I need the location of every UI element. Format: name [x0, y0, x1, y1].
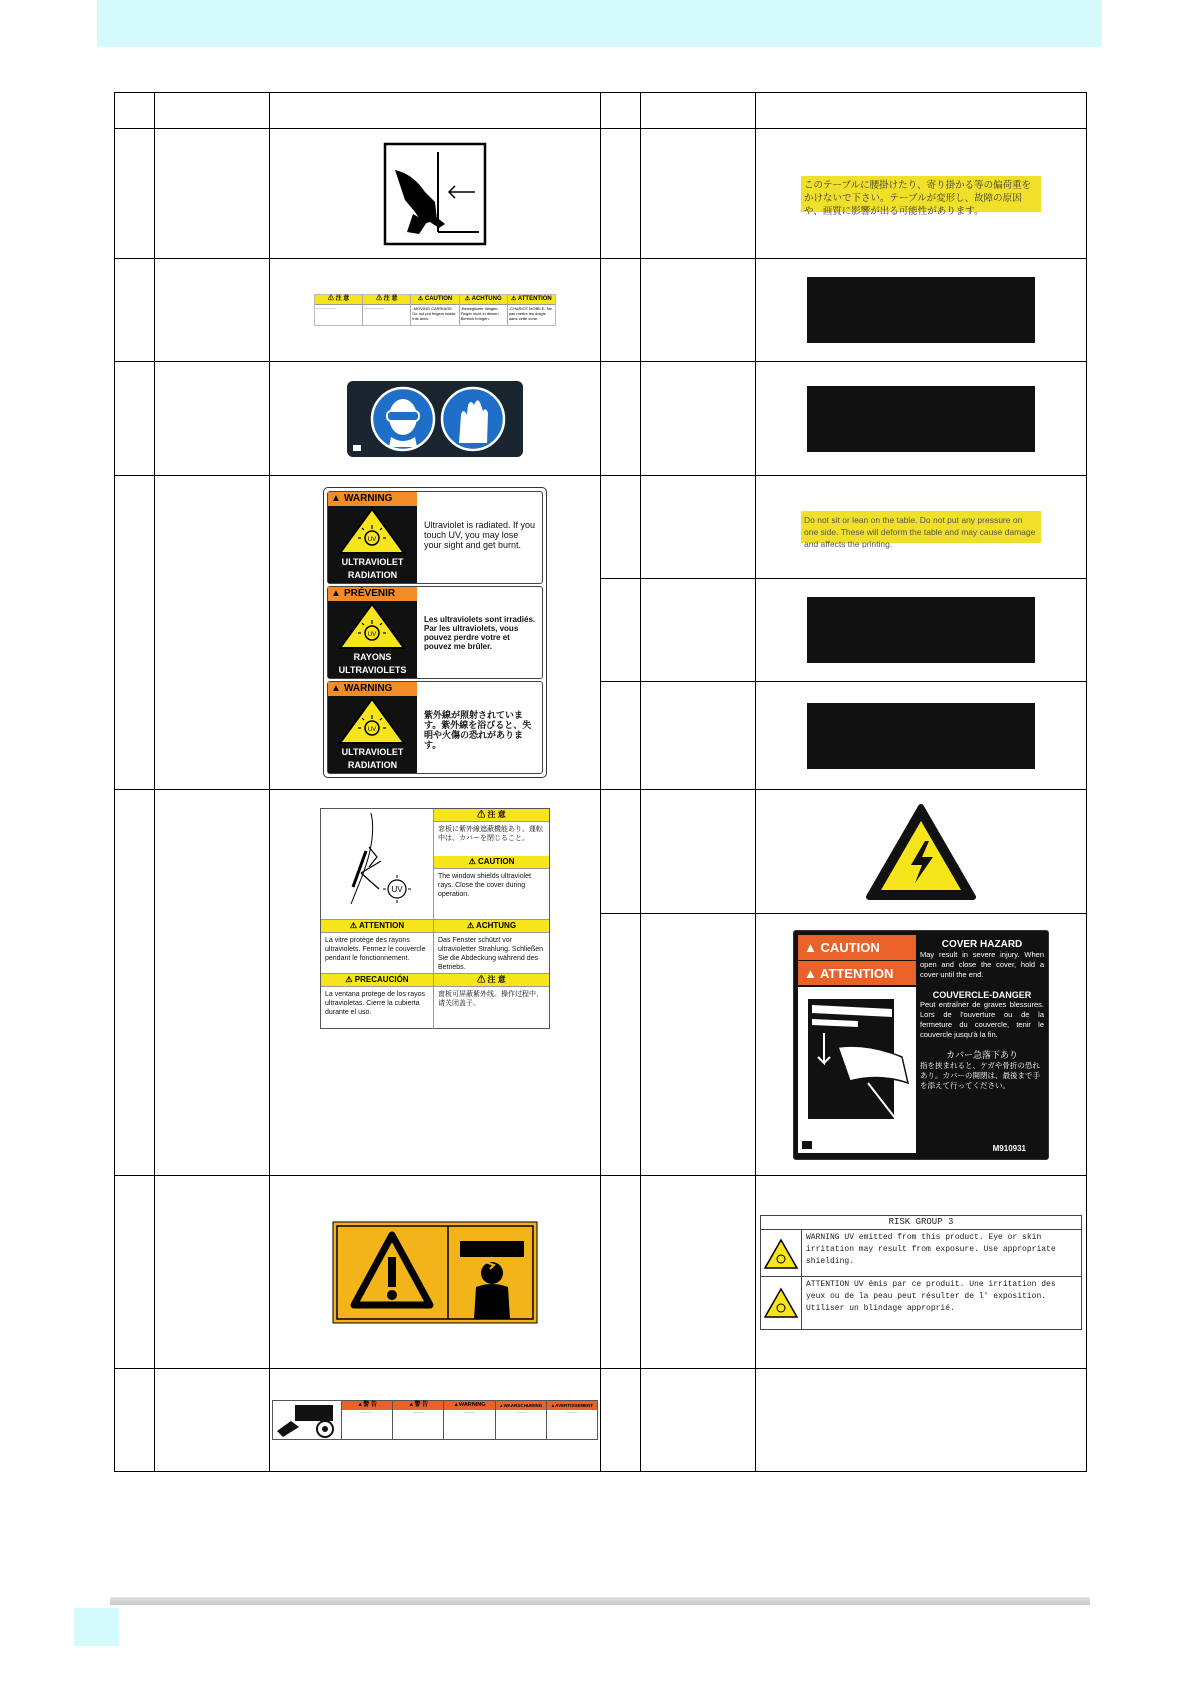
header-cell: [155, 93, 270, 129]
header-cell: [601, 93, 641, 129]
svg-text:UV: UV: [367, 727, 377, 733]
black-label: [807, 277, 1035, 343]
electric-shock-hazard-icon: [865, 803, 977, 901]
warning-triangle-icon: ▲: [331, 588, 341, 599]
risk-group-label: RISK GROUP 3 WARNING UV emitted from this product. Eye or skin irritation may result from exposure. Use appropriate shielding. ATTENTION UV émis par ce produit. Une irritation des yeux ou de la peau peut résulter de l' exposition. Utiliser un blindage approprié.: [760, 1215, 1082, 1330]
uv-hazard-icon: [328, 601, 417, 651]
header-cell: [756, 93, 1087, 129]
black-label: [807, 597, 1035, 663]
table-row: [115, 1176, 1087, 1369]
window-uv-illustration-icon: [321, 809, 433, 919]
label-image-cell: [756, 682, 1087, 790]
cover-pinch-hand-icon: [798, 987, 916, 1127]
warning-header: ▲ WARNING: [328, 492, 417, 506]
uv-warning-label: [323, 487, 547, 778]
footer-divider: [110, 1597, 1090, 1605]
nl-text: ⋯⋯⋯: [514, 1410, 527, 1415]
hand-crush-icon: [383, 142, 487, 246]
cn-text: ⋯⋯⋯⋯⋯: [364, 306, 385, 311]
label-image-cell: [756, 129, 1087, 259]
uv-window-caution-label: UV ⚠ 注 意 窓板に紫外線遮蔽機能あり。運転中は、カバーを閉じること。 ⚠ CAUTION The window shields ultraviolet rays. Close the cover during operation. ⚠ ATTENTION La vitre protège des rayons ultraviolets. Fermez le couvercle pendant le fonctionnement. ⚠ ACHTUNG Das Fenster schützt vor ultravioletter Strahlung. Schließen Sie die Abdeckung während des Betriebs. ⚠ PRECAUCIÓN La ventana protege de los rayos ultravioletas. Cierre la cubierta durante el uso. ⚠ 注 意 窗板可屏蔽紫外线。操作过程中，请关闭盖子。: [320, 808, 550, 1029]
jp-text: ⋯⋯⋯⋯⋯: [316, 306, 336, 311]
label-image-cell: [270, 476, 601, 790]
warning-triangle-icon: ▲: [331, 493, 341, 504]
uv-hazard-icon: [761, 1277, 801, 1329]
cn-text: ⋯⋯⋯: [412, 1410, 425, 1415]
warning-header: ▲ PRÉVENIR: [328, 587, 417, 601]
label-image-cell: [270, 1176, 601, 1369]
page-header-bar: [97, 0, 1102, 47]
label-image-cell: [756, 362, 1087, 476]
label-image-cell: [756, 476, 1087, 579]
table-warning-label-jp: このテーブルに腰掛けたり、寄り掛かる等の偏荷重をかけないで下さい。テーブルが変形し、故障の原因や、画質に影響が出る可能性があります。: [801, 176, 1041, 212]
uv-panel-jp: ▲ WARNING UV ULTRAVIOLET RADIATION 紫外線が照射されています。紫外線を浴びると、失明や火傷の恐れがあります。: [327, 681, 543, 774]
fr-text: ⋯⋯⋯: [565, 1410, 578, 1415]
manufacturer-logo-icon: [802, 1141, 812, 1149]
black-label: [807, 386, 1035, 452]
label-image-cell: [756, 790, 1087, 914]
black-label: [807, 703, 1035, 769]
uv-panel-fr: ▲ PRÉVENIR UV RAYONS ULTRAVIOLETS Les ultraviolets sont irradiés. Par les ultraviolets, vous pouvez perdre votre et pouvez me brûler.: [327, 586, 543, 679]
svg-text:UV: UV: [391, 885, 403, 894]
svg-text:UV: UV: [367, 537, 377, 543]
carriage-caution-label: ⚠ 注 意 ⋯⋯⋯⋯⋯ ⚠ 注 意 ⋯⋯⋯⋯⋯ ⚠ CAUTION -MOVING CARRIAGE- Do not put fingers inside this area. ⚠ ACHTUNG -Beweglicher Wagen- Finger nicht in diesen Bereich bringen. ⚠ ATTENTION -CHARIOT MOBILE- Ne pas mettre les doigts dans cette zone.: [314, 294, 556, 326]
label-image-cell: [270, 259, 601, 362]
table-row: [115, 1369, 1087, 1472]
warning-triangle-icon: ▲: [804, 965, 820, 981]
table-row: [115, 129, 1087, 259]
moving-parts-gear-icon: [273, 1401, 342, 1439]
cover-hazard-label: ▲ CAUTION ▲ ATTENTION COVER HAZARD May result in severe injury. When open and close the cover, hold a cover until the end. COUVERCLE-DANGER Peut entraîner de graves blessures. Lors de l'ouverture ou de la fermeture du couvercle, tenir le couvercle jusqu'à la fin. カバー急落下あり 指を挟まれると、ケガや骨折の恐れあり。カバーの開閉は、最後まで手を添えて行ってください。 M910931: [793, 930, 1049, 1160]
label-image-cell: [270, 129, 601, 259]
moving-parts-warning-label: ▲警 告 ⋯⋯⋯ ▲警 告 ⋯⋯⋯ ▲WARNING ⋯⋯⋯ ▲WAARSCHUWING ⋯⋯⋯ ▲AVERTISSEMENT ⋯⋯⋯: [272, 1400, 598, 1440]
head-impact-warning-icon: [332, 1221, 538, 1324]
label-table: [114, 92, 1087, 1472]
warning-triangle-icon: ▲: [331, 683, 341, 694]
uv-hazard-icon: [328, 696, 417, 746]
warning-triangle-icon: ▲: [804, 939, 821, 955]
label-image-cell: [270, 790, 601, 1176]
table-row: [115, 476, 1087, 579]
en-text: ⋯⋯⋯: [463, 1410, 476, 1415]
label-image-cell: [756, 1176, 1087, 1369]
label-image-cell: [270, 1369, 601, 1472]
table-row: [115, 790, 1087, 914]
label-image-cell: [270, 362, 601, 476]
warning-header: ▲ WARNING: [328, 682, 417, 696]
label-image-cell: [756, 579, 1087, 682]
header-cell: [270, 93, 601, 129]
jp-text: ⋯⋯⋯: [361, 1410, 374, 1415]
uv-panel-en: ▲ WARNING UV ULTRAVIOLET RADIATION Ultraviolet is radiated. If you touch UV, you may lose your sight and get burnt.: [327, 491, 543, 584]
label-image-cell: [756, 914, 1087, 1176]
table-warning-label-en: Do not sit or lean on the table. Do not put any pressure on one side. These will deform the table and may cause damage and affects the printing.: [801, 511, 1041, 543]
uv-hazard-icon: [761, 1230, 801, 1276]
header-cell: [115, 93, 155, 129]
table-header-row: [115, 93, 1087, 129]
table-row: [115, 362, 1087, 476]
table-row: [115, 259, 1087, 362]
uv-hazard-icon: [328, 506, 417, 556]
ppe-goggles-gloves-icon: [347, 381, 523, 457]
svg-text:UV: UV: [367, 632, 377, 638]
header-cell: [641, 93, 756, 129]
label-image-cell: [756, 259, 1087, 362]
page-number-box: [74, 1608, 119, 1646]
